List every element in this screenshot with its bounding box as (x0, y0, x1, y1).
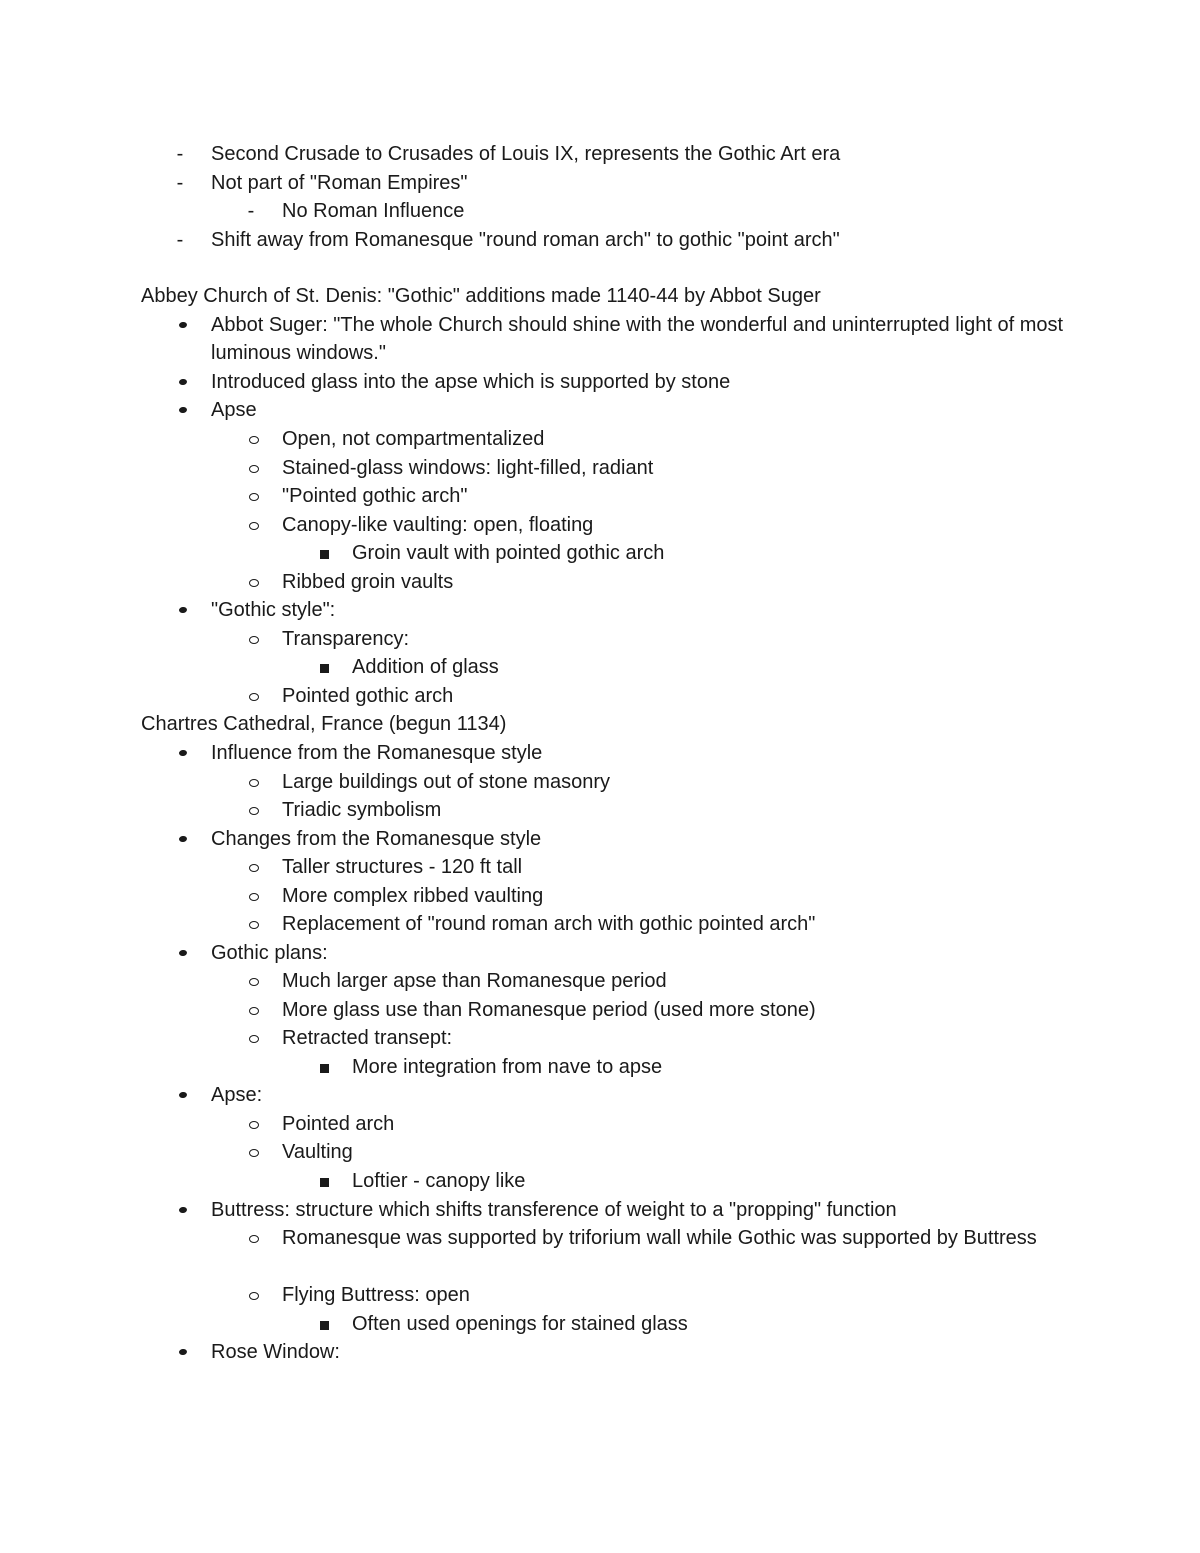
list-item: Large buildings out of stone masonry (282, 771, 610, 793)
list-item: Apse: (211, 1084, 263, 1106)
list-item: Loftier - canopy like (352, 1170, 526, 1192)
section-heading: Abbey Church of St. Denis: "Gothic" additions made 1140-44 by Abbot Suger (141, 285, 821, 307)
bullet-dot (174, 396, 194, 424)
bullet-dot (174, 1081, 194, 1109)
list-item: Much larger apse than Romanesque period (282, 970, 667, 992)
list-item: Stained-glass windows: light-filled, radiant (282, 457, 654, 479)
bullet-dot (174, 739, 194, 767)
bullet-circle (245, 1224, 265, 1252)
bullet-circle (245, 682, 265, 710)
dash-bullet: - (176, 143, 184, 165)
bullet-circle (245, 796, 265, 824)
list-item: Not part of "Roman Empires" (211, 172, 468, 194)
list-item: Apse (211, 399, 257, 421)
bullet-dot (174, 1196, 194, 1224)
bullet-dot (174, 596, 194, 624)
bullet-circle (245, 568, 265, 596)
bullet-dot (174, 1338, 194, 1366)
bullet-circle (245, 625, 265, 653)
list-item: Second Crusade to Crusades of Louis IX, represents the Gothic Art era (211, 143, 841, 165)
bullet-circle (245, 511, 265, 539)
dash-bullet: - (176, 172, 184, 194)
list-item: Abbot Suger: "The whole Church should shine with the wonderful and uninterrupted light of most luminous windows." (211, 314, 1064, 364)
list-item: Buttress: structure which shifts transference of weight to a "propping" function (211, 1199, 897, 1221)
list-item: Often used openings for stained glass (352, 1313, 688, 1335)
list-item: More complex ribbed vaulting (282, 885, 544, 907)
list-item: Groin vault with pointed gothic arch (352, 542, 665, 564)
list-item: Transparency: (282, 628, 410, 650)
list-item: More integration from nave to apse (352, 1056, 663, 1078)
list-item: Pointed arch (282, 1113, 395, 1135)
bullet-circle (245, 1024, 265, 1052)
list-item: Flying Buttress: open (282, 1284, 470, 1306)
list-item: Open, not compartmentalized (282, 428, 545, 450)
list-item: Shift away from Romanesque "round roman arch" to gothic "point arch" (211, 229, 840, 251)
list-item: Changes from the Romanesque style (211, 828, 542, 850)
list-item: No Roman Influence (282, 200, 465, 222)
list-item: Vaulting (282, 1141, 353, 1163)
list-item: More glass use than Romanesque period (used more stone) (282, 999, 816, 1021)
list-item: Addition of glass (352, 656, 499, 678)
bullet-circle (245, 425, 265, 453)
bullet-dot (174, 368, 194, 396)
bullet-circle (245, 882, 265, 910)
list-item: Replacement of "round roman arch with gothic pointed arch" (282, 913, 816, 935)
bullet-circle (245, 1281, 265, 1309)
bullet-circle (245, 482, 265, 510)
dash-bullet: - (247, 200, 255, 222)
list-item: Retracted transept: (282, 1027, 453, 1049)
list-item: Ribbed groin vaults (282, 571, 454, 593)
list-item: Gothic plans: (211, 942, 328, 964)
bullet-circle (245, 454, 265, 482)
bullet-square (315, 539, 335, 567)
bullet-square (315, 653, 335, 681)
list-item: Influence from the Romanesque style (211, 742, 543, 764)
list-item: "Pointed gothic arch" (282, 485, 468, 507)
bullet-dot (174, 939, 194, 967)
section-heading: Chartres Cathedral, France (begun 1134) (141, 713, 507, 735)
bullet-circle (245, 910, 265, 938)
bullet-dot (174, 311, 194, 339)
bullet-circle (245, 967, 265, 995)
list-item: Taller structures - 120 ft tall (282, 856, 523, 878)
list-item: Triadic symbolism (282, 799, 442, 821)
bullet-circle (245, 768, 265, 796)
bullet-circle (245, 996, 265, 1024)
dash-bullet: - (176, 229, 184, 251)
bullet-square (315, 1053, 335, 1081)
list-item: "Gothic style": (211, 599, 336, 621)
bullet-circle (245, 853, 265, 881)
list-item: Rose Window: (211, 1341, 340, 1363)
list-item: Introduced glass into the apse which is supported by stone (211, 371, 731, 393)
list-item: Canopy-like vaulting: open, floating (282, 514, 594, 536)
bullet-dot (174, 825, 194, 853)
list-item: Pointed gothic arch (282, 685, 454, 707)
bullet-square (315, 1310, 335, 1338)
bullet-circle (245, 1110, 265, 1138)
bullet-square (315, 1167, 335, 1195)
bullet-circle (245, 1138, 265, 1166)
list-item: Romanesque was supported by triforium wall while Gothic was supported by Buttress (282, 1227, 1037, 1249)
